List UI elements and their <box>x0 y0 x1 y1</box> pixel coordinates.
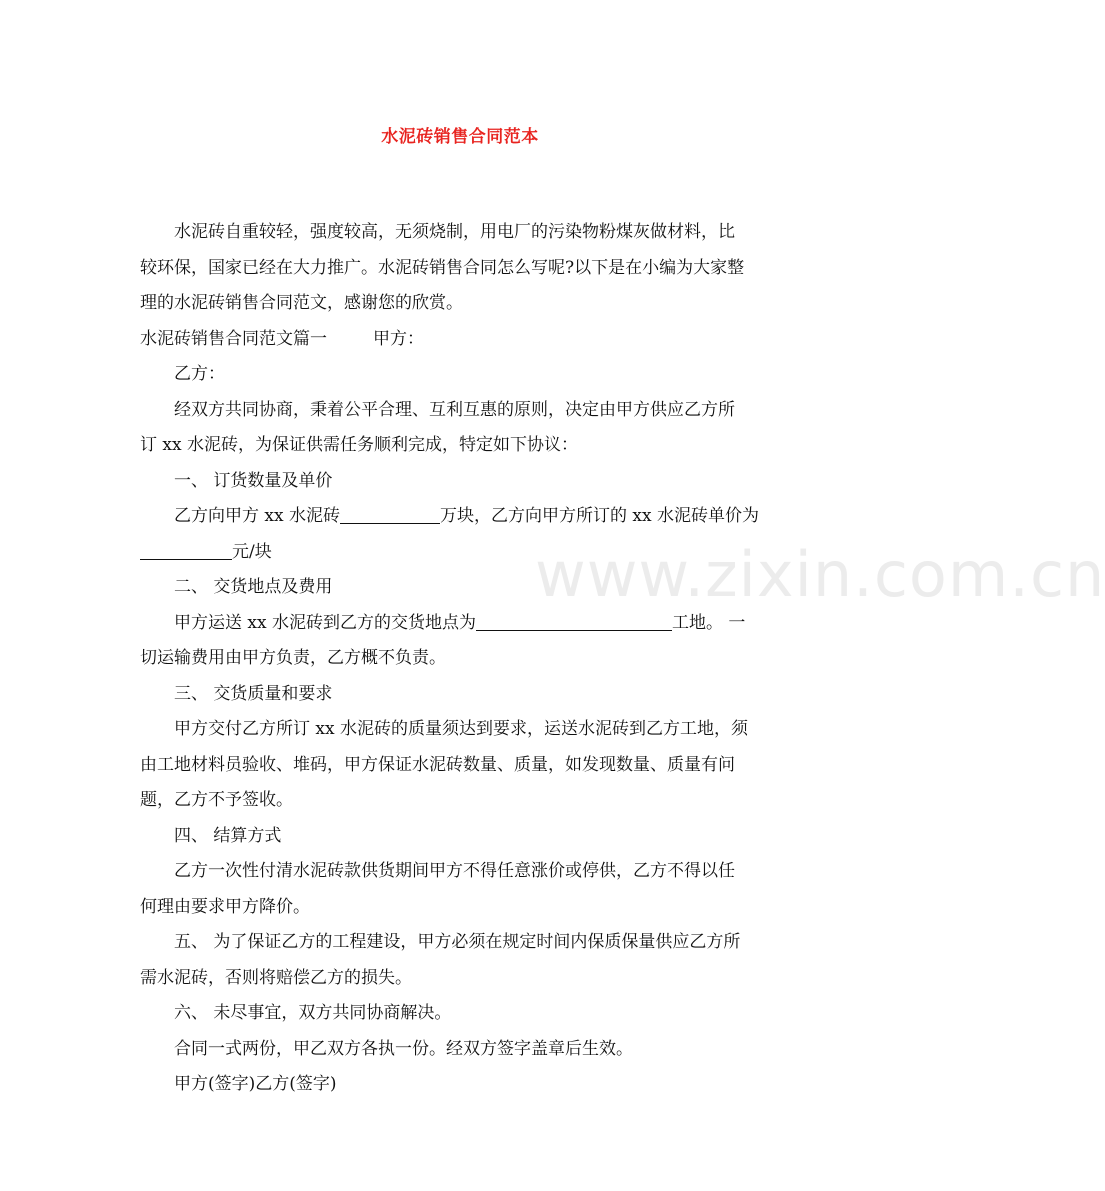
clause-2-heading: 二、 交货地点及费用 <box>174 577 333 597</box>
clause-1-unit: 元/块 <box>232 541 272 562</box>
clause-2-text-b: 工地。 一 <box>671 612 746 633</box>
clause-2-text-a: 甲方运送 xx 水泥砖到乙方的交货地点为 <box>174 612 476 633</box>
clause-6: 六、 未尽事宜，双方共同协商解决。 <box>174 1003 452 1023</box>
clause-5-line-1: 五、 为了保证乙方的工程建设，甲方必须在规定时间内保质保量供应乙方所 <box>174 932 741 952</box>
clause-1-line-1 <box>140 499 780 535</box>
clause-4-heading: 四、 结算方式 <box>174 825 282 846</box>
section-heading: 水泥砖销售合同范文篇一 <box>140 328 327 349</box>
clause-1-heading: 一、 订货数量及单价 <box>174 470 333 491</box>
delivery-location-blank <box>476 610 672 631</box>
intro-line-2: 较环保，国家已经在大力推广。水泥砖销售合同怎么写呢?以下是在小编为大家整 <box>140 257 745 278</box>
clause-2-line-2: 切运输费用由甲方负责，乙方概不负责。 <box>140 648 446 668</box>
preamble-line-2: 订 xx 水泥砖，为保证供需任务顺利完成，特定如下协议： <box>140 435 578 455</box>
section-heading-line <box>140 322 780 358</box>
clause-1-text-a: 乙方向甲方 xx 水泥砖 <box>174 506 340 526</box>
clause-4-line-1: 乙方一次性付清水泥砖款供货期间甲方不得任意涨价或停供，乙方不得以任 <box>174 861 735 881</box>
preamble-line-1: 经双方共同协商，秉着公平合理、互利互惠的原则，决定由甲方供应乙方所 <box>174 399 735 420</box>
quantity-blank <box>340 503 440 524</box>
signature-line: 甲方(签字)乙方(签字) <box>174 1074 337 1094</box>
document-title: 水泥砖销售合同范本 <box>381 127 539 147</box>
clause-3-line-2: 由工地材料员验收、堆码，甲方保证水泥砖数量、质量，如发现数量、质量有问 <box>140 754 735 775</box>
document-body <box>140 215 780 1103</box>
party-a-label: 甲方： <box>373 328 424 349</box>
clause-3-line-1: 甲方交付乙方所订 xx 水泥砖的质量须达到要求，运送水泥砖到乙方工地，须 <box>174 719 748 739</box>
clause-1-line-2 <box>140 535 780 571</box>
clause-3-line-3: 题，乙方不予签收。 <box>140 790 293 810</box>
clause-1-text-b: 万块，乙方向甲方所订的 xx 水泥砖单价为 <box>439 506 759 526</box>
copies-clause: 合同一式两份，甲乙双方各执一份。经双方签字盖章后生效。 <box>174 1038 633 1059</box>
clause-2-line-1 <box>140 606 780 642</box>
watermark: www.zixin.com.cn <box>535 538 1105 611</box>
intro-line-1: 水泥砖自重较轻，强度较高，无须烧制，用电厂的污染物粉煤灰做材料，比 <box>174 222 735 242</box>
clause-4-line-2: 何理由要求甲方降价。 <box>140 896 310 917</box>
unit-price-blank <box>140 539 232 560</box>
intro-line-3: 理的水泥砖销售合同范文，感谢您的欣赏。 <box>140 293 463 313</box>
clause-5-line-2: 需水泥砖，否则将赔偿乙方的损失。 <box>140 967 412 988</box>
clause-3-heading: 三、 交货质量和要求 <box>174 683 333 704</box>
party-b-label: 乙方： <box>174 364 225 384</box>
